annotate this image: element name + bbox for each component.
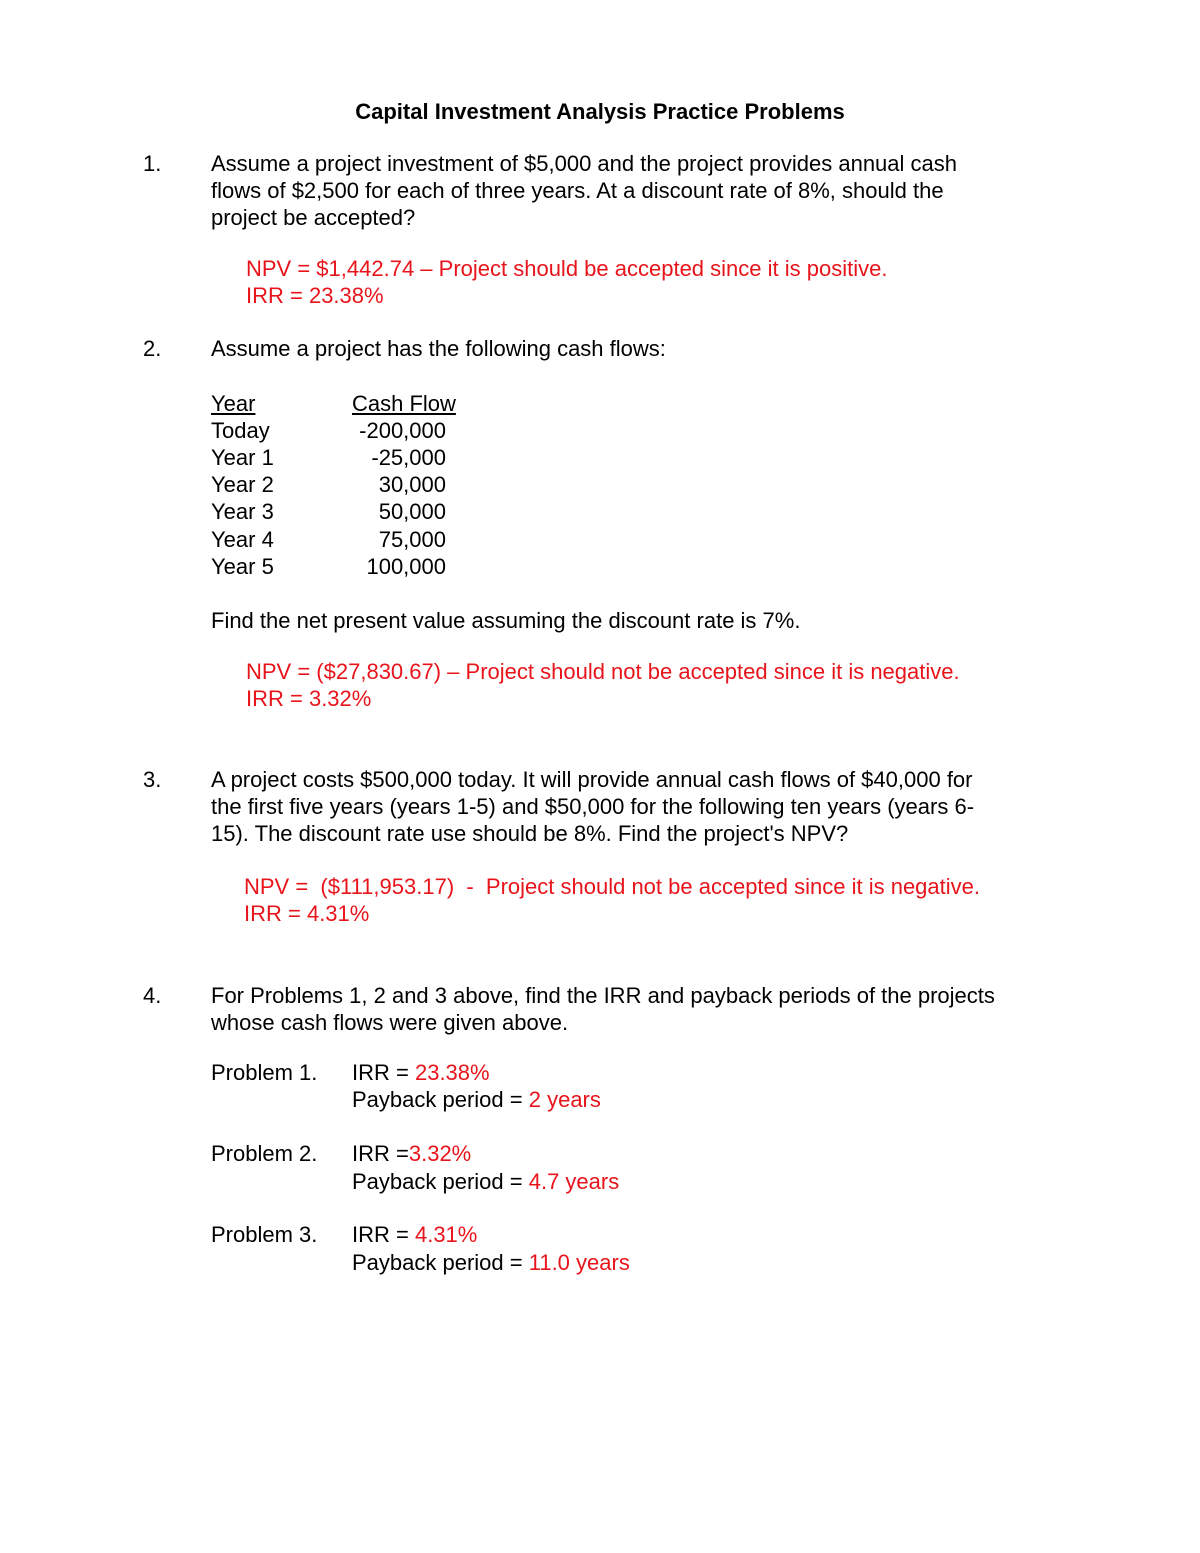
irr-prefix: IRR = (352, 1141, 409, 1166)
problem-1-npv-answer: NPV = $1,442.74 – Project should be accepted since it is positive. (246, 256, 888, 281)
payback-prefix: Payback period = (352, 1250, 529, 1275)
irr-prefix: IRR = (352, 1060, 415, 1085)
problem-3-line-3: 15). The discount rate use should be 8%. Find the project's NPV? (211, 821, 849, 846)
problem-1-number: 1. (143, 151, 162, 176)
problem-4-number: 4. (143, 983, 162, 1008)
problem-4-item-label: Problem 3. (211, 1222, 318, 1247)
table-header-cash-flow: Cash Flow (352, 391, 456, 416)
irr-value: 4.31% (414, 1222, 478, 1247)
problem-2-irr-answer: IRR = 3.32% (246, 686, 372, 711)
problem-3-irr-answer: IRR = 4.31% (244, 901, 370, 926)
table-cell-year: Year 3 (211, 499, 274, 524)
problem-4-item-irr (352, 1221, 477, 1248)
problem-4-item-label: Problem 1. (211, 1060, 318, 1085)
problem-2-intro: Assume a project has the following cash flows: (211, 336, 666, 361)
problem-2-npv-answer: NPV = ($27,830.67) – Project should not be accepted since it is negative. (246, 659, 960, 684)
table-cell-year: Year 1 (211, 445, 274, 470)
table-cell-cash-flow: 75,000 (378, 527, 446, 552)
table-cell-year: Year 2 (211, 472, 274, 497)
problem-3-number: 3. (143, 767, 162, 792)
problem-1-line-1: Assume a project investment of $5,000 and the project provides annual cash (211, 151, 958, 176)
problem-4-line-1: For Problems 1, 2 and 3 above, find the IRR and payback periods of the projects (211, 983, 995, 1008)
payback-value: 11.0 years (528, 1250, 630, 1275)
irr-value: 3.32% (408, 1141, 472, 1166)
problem-1-line-3: project be accepted? (211, 205, 416, 230)
table-cell-year: Today (211, 418, 270, 443)
problem-4-item-irr (352, 1059, 490, 1086)
problem-4-item-payback (352, 1086, 601, 1113)
table-cell-year: Year 4 (211, 527, 274, 552)
problem-4-item-payback (352, 1249, 630, 1276)
table-cell-cash-flow: 30,000 (378, 472, 446, 497)
table-cell-year: Year 5 (211, 554, 274, 579)
problem-2-number: 2. (143, 336, 162, 361)
payback-value: 4.7 years (528, 1169, 620, 1194)
page-title: Capital Investment Analysis Practice Problems (355, 99, 845, 124)
problem-4-line-2: whose cash flows were given above. (211, 1010, 569, 1035)
problem-4-item-irr (352, 1140, 471, 1167)
problem-3-line-1: A project costs $500,000 today. It will provide annual cash flows of $40,000 for (211, 767, 973, 792)
payback-prefix: Payback period = (352, 1169, 529, 1194)
irr-prefix: IRR = (352, 1222, 415, 1247)
table-cell-cash-flow: 50,000 (378, 499, 446, 524)
problem-4-item-payback (352, 1168, 619, 1195)
problem-1-line-2: flows of $2,500 for each of three years. At a discount rate of 8%, should the (211, 178, 944, 203)
problem-1-irr-answer: IRR = 23.38% (246, 283, 384, 308)
table-header-year: Year (211, 391, 256, 416)
problem-4-item-label: Problem 2. (211, 1141, 318, 1166)
table-cell-cash-flow: 100,000 (366, 554, 446, 579)
problem-3-npv-answer: NPV = ($111,953.17) - Project should not be accepted since it is negative. (244, 874, 981, 899)
table-cell-cash-flow: -200,000 (359, 418, 446, 443)
problem-3-line-2: the first five years (years 1-5) and $50,000 for the following ten years (years 6- (211, 794, 975, 819)
payback-prefix: Payback period = (352, 1087, 529, 1112)
problem-2-question: Find the net present value assuming the discount rate is 7%. (211, 608, 801, 633)
irr-value: 23.38% (414, 1060, 490, 1085)
payback-value: 2 years (528, 1087, 601, 1112)
table-cell-cash-flow: -25,000 (371, 445, 446, 470)
